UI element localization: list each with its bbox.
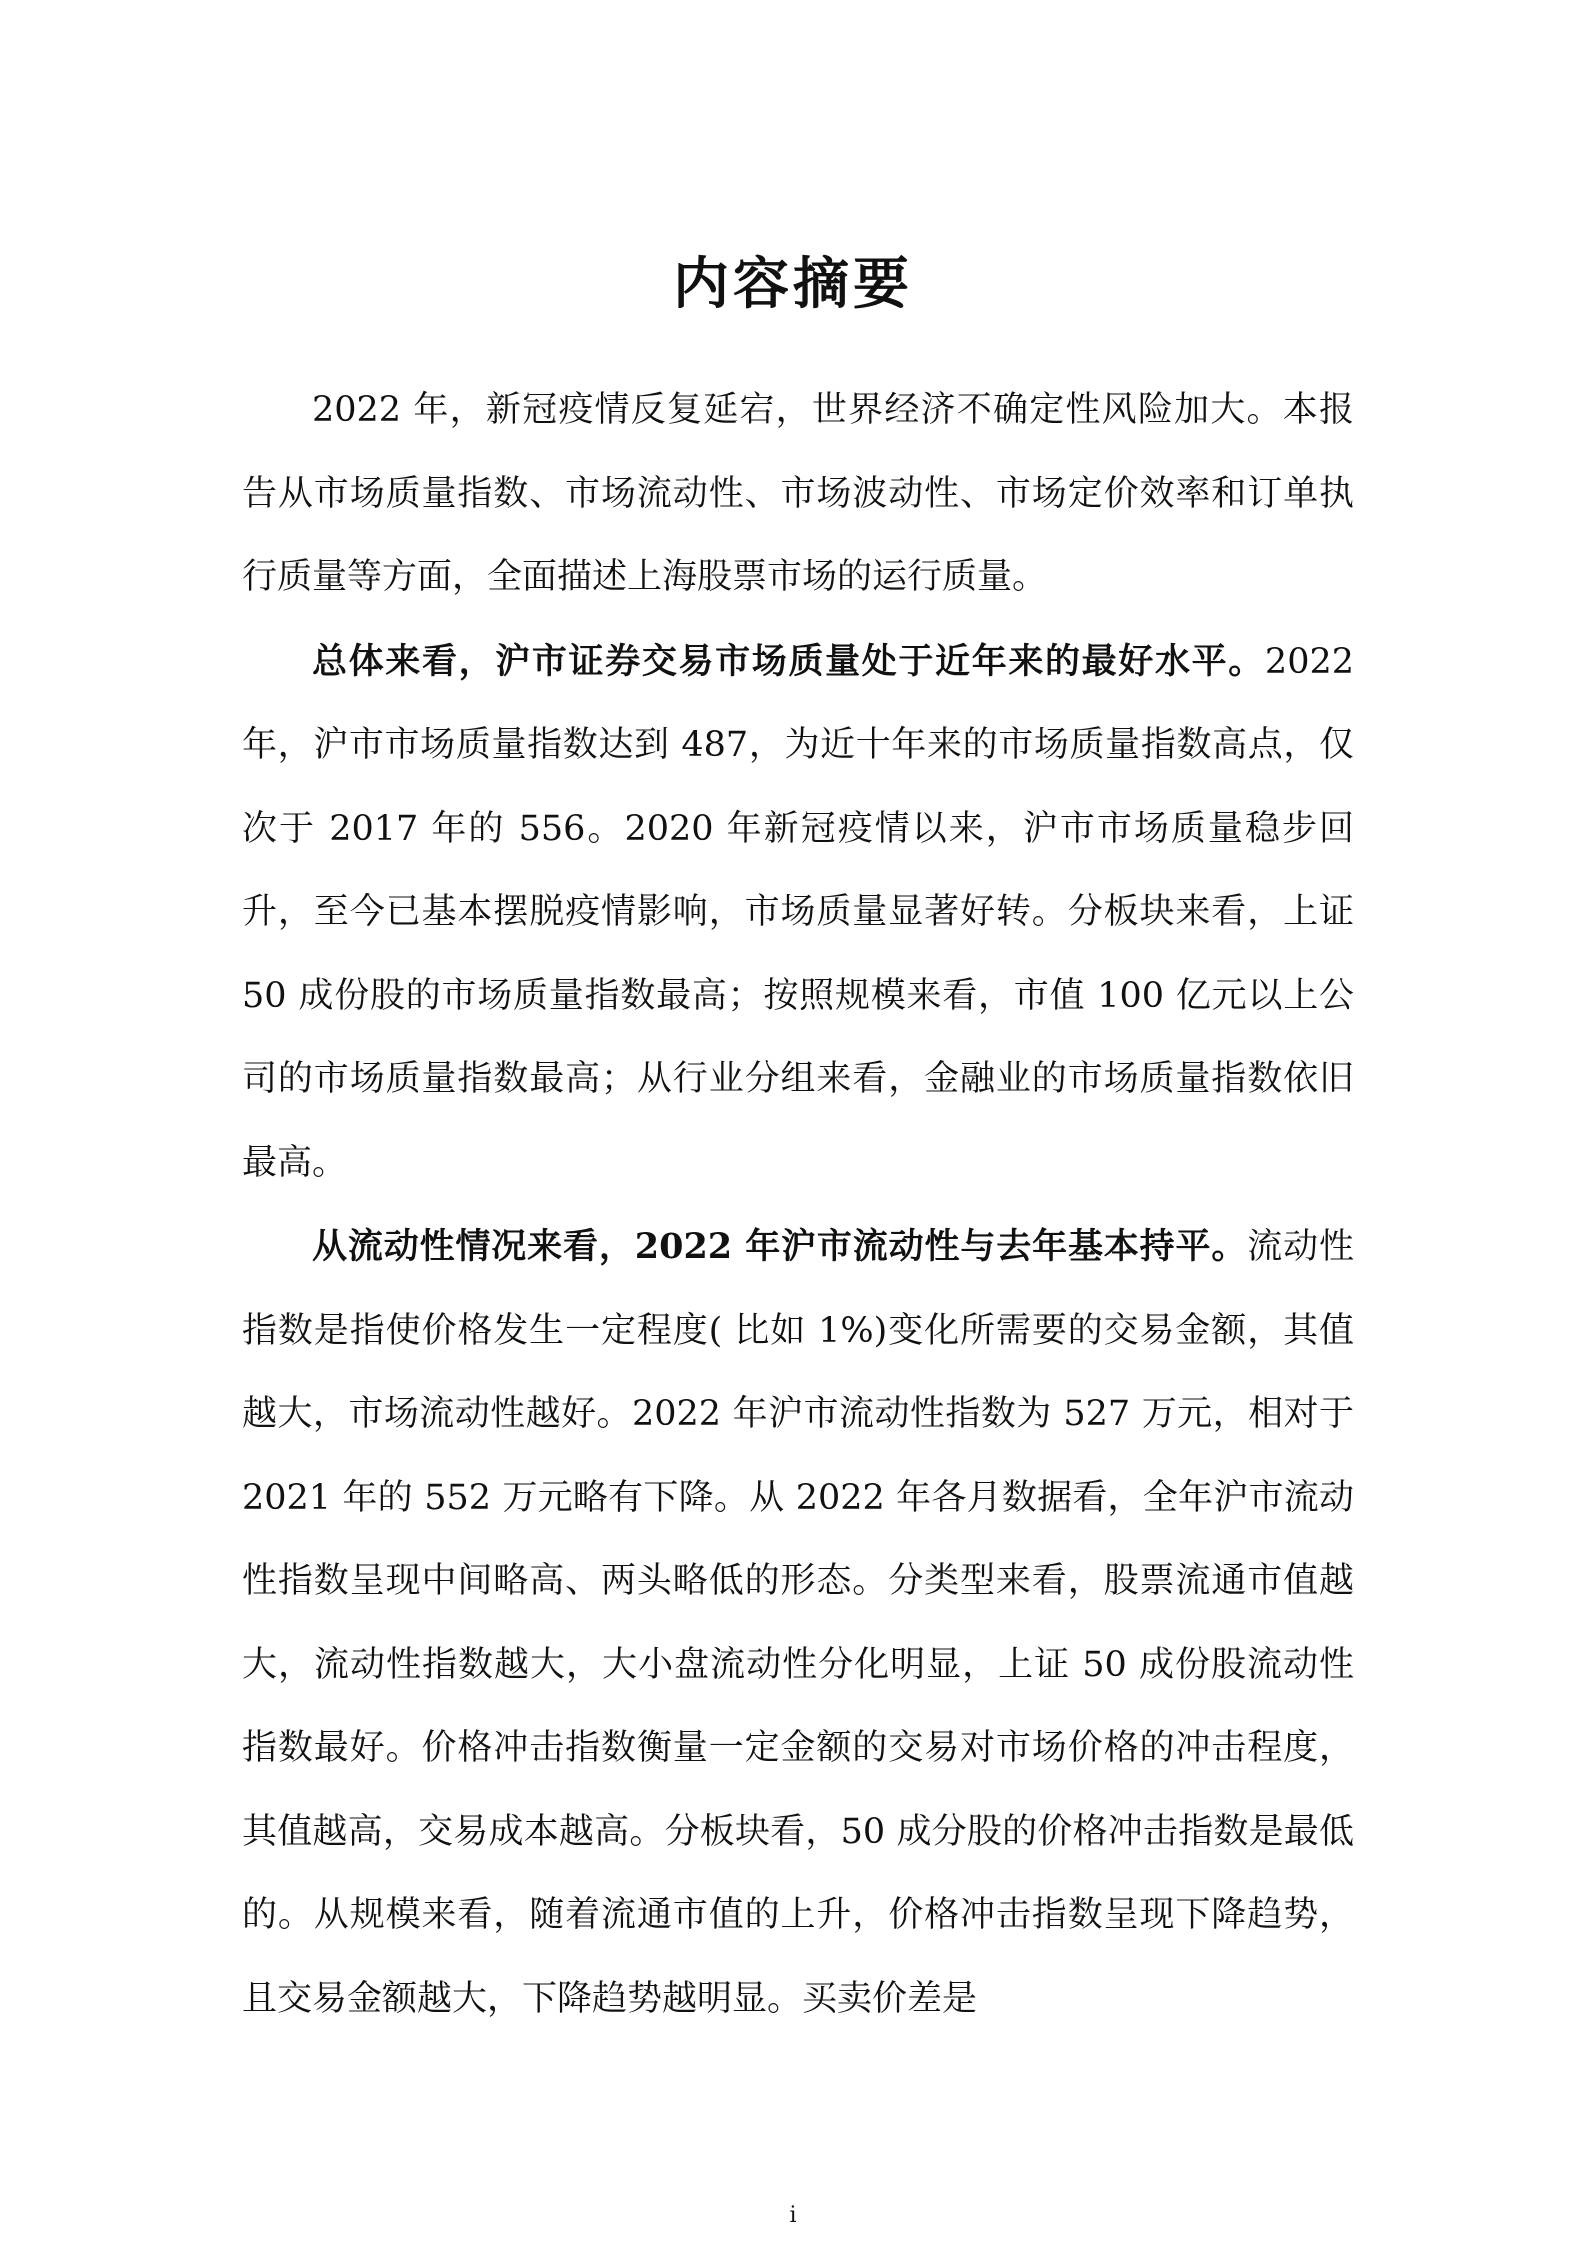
paragraph-liquidity <box>242 1205 1354 2041</box>
paragraph-text: 流动性指数是指使价格发生一定程度( 比如 1%)变化所需要的交易金额，其值越大，市场流动性越好。2022 年沪市流动性指数为 527 万元，相对于 2021 年的 552 万元略有下降。从 2022 年各月数据看，全年沪市流动性指数呈现中间略高、两头略低的形态。分类型来看，股票流通市值越大，流动性指数越大，大小盘流动性分化明显，上证 50 成份股流动性指数最好。价格冲击指数衡量一定金额的交易对市场价格的冲击程度，其值越高，交易成本越高。分板块看，50 成分股的价格冲击指数是最低的。从规模来看，随着流通市值的上升，价格冲击指数呈现下降趋势，且交易金额越大，下降趋势越明显。买卖价差是 <box>242 1227 1354 2019</box>
paragraph-text: 2022 年，新冠疫情反复延宕，世界经济不确定性风险加大。本报告从市场质量指数、市场流动性、市场波动性、市场定价效率和订单执行质量等方面，全面描述上海股票市场的运行质量。 <box>242 390 1354 597</box>
paragraph-text: 2022 年，沪市市场质量指数达到 487，为近十年来的市场质量指数高点，仅次于 2017 年的 556。2020 年新冠疫情以来，沪市市场质量稳步回升，至今已基本摆脱疫情影响，市场质量显著好转。分板块来看，上证 50 成份股的市场质量指数最高；按照规模来看，市值 100 亿元以上公司的市场质量指数最高；从行业分组来看，金融业的市场质量指数依旧最高。 <box>242 641 1354 1183</box>
paragraph-market-quality <box>242 620 1354 1206</box>
paragraph-lead: 从流动性情况来看，2022 年沪市流动性与去年基本持平。 <box>312 1226 1248 1267</box>
paragraph-lead: 总体来看，沪市证券交易市场质量处于近年来的最好水平。 <box>312 640 1265 682</box>
page-title: 内容摘要 <box>673 251 913 317</box>
paragraph-intro <box>242 368 1354 620</box>
page-number: i <box>789 2203 797 2228</box>
body-text <box>242 368 1354 2041</box>
